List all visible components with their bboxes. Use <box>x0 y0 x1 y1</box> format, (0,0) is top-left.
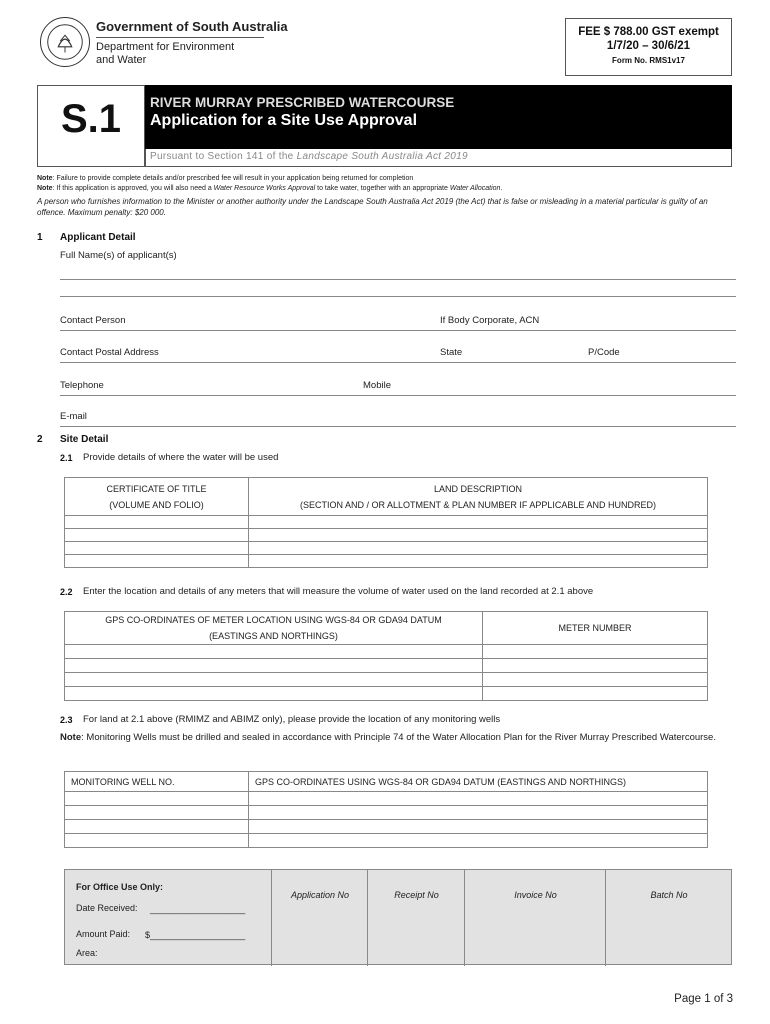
postcode-label: P/Code <box>588 347 620 358</box>
table-cell[interactable] <box>65 659 483 673</box>
certificate-header: CERTIFICATE OF TITLE (VOLUME AND FOLIO) <box>65 478 249 516</box>
table-cell[interactable] <box>249 806 708 820</box>
table-cell[interactable] <box>249 555 708 568</box>
government-title: Government of South Australia <box>96 19 288 34</box>
note-approval: Note: If this application is approved, you will also need a Water Resource Works Approval to take water, together with an appropriate Water Allocation. <box>37 185 503 192</box>
table-cell[interactable] <box>249 516 708 529</box>
table-cell[interactable] <box>65 673 483 687</box>
telephone-field[interactable] <box>60 395 736 396</box>
title-bar <box>145 85 732 149</box>
header-rule <box>96 37 264 38</box>
gps-meter-header: GPS CO-ORDINATES OF METER LOCATION USING WGS-84 OR GDA94 DATUM (EASTINGS AND NORTHINGS) <box>65 612 483 645</box>
penalty-warning: A person who furnishes information to the Minister or another authority under the Landscape South Australia Act 2019 (the Act) that is false or misleading in a material particular is guilty of an offence. Maximum penalty: $20 000. <box>37 197 708 217</box>
table-cell[interactable] <box>249 792 708 806</box>
form-title: Application for a Site Use Approval <box>150 112 418 129</box>
table-cell[interactable] <box>249 542 708 555</box>
amount-paid-label: Amount Paid: <box>76 929 131 939</box>
section2-title: Site Detail <box>60 434 109 445</box>
note-incomplete: Note: Failure to provide complete details and/or prescribed fee will result in your application being returned for completion <box>37 175 414 182</box>
table-cell[interactable] <box>483 645 708 659</box>
subsection-2-1-number: 2.1 <box>60 453 73 463</box>
office-use-box <box>64 869 732 965</box>
mobile-label: Mobile <box>363 380 391 391</box>
gps-well-header: GPS CO-ORDINATES USING WGS-84 OR GDA94 DATUM (EASTINGS AND NORTHINGS) <box>249 772 708 792</box>
fee-period: 1/7/20 – 30/6/21 <box>606 40 691 52</box>
amount-paid-field[interactable]: $___________________ <box>145 930 246 940</box>
pursuant-line: Pursuant to Section 141 of the Landscape South Australia Act 2019 <box>145 149 732 167</box>
table-cell[interactable] <box>65 834 249 848</box>
full-name-label: Full Name(s) of applicant(s) <box>60 250 177 261</box>
telephone-label: Telephone <box>60 380 104 391</box>
date-received-field[interactable]: ___________________ <box>150 904 246 914</box>
table-cell[interactable] <box>65 645 483 659</box>
government-seal-icon <box>40 17 90 67</box>
table-cell[interactable] <box>65 555 249 568</box>
table-cell[interactable] <box>65 792 249 806</box>
table-cell[interactable] <box>249 820 708 834</box>
title-land-table <box>64 477 708 568</box>
contact-person-field[interactable] <box>60 330 736 331</box>
full-name-field-line2[interactable] <box>60 296 736 297</box>
receipt-no-cell[interactable] <box>367 870 464 966</box>
subsection-2-3-text: For land at 2.1 above (RMIMZ and ABIMZ only), please provide the location of any monitoring wells <box>83 714 501 725</box>
acn-label: If Body Corporate, ACN <box>440 315 540 326</box>
title-line1: RIVER MURRAY PRESCRIBED WATERCOURSE <box>150 95 455 110</box>
monitoring-wells-table <box>64 771 708 848</box>
postal-address-label: Contact Postal Address <box>60 347 159 358</box>
batch-no-cell[interactable] <box>605 870 731 966</box>
subsection-2-1-text: Provide details of where the water will be used <box>83 452 279 463</box>
table-cell[interactable] <box>65 820 249 834</box>
land-description-header: LAND DESCRIPTION (SECTION AND / OR ALLOTMENT & PLAN NUMBER IF APPLICABLE AND HUNDRED) <box>249 478 708 516</box>
full-name-field-line1[interactable] <box>60 279 736 280</box>
application-no-cell[interactable] <box>271 870 367 966</box>
table-cell[interactable] <box>65 529 249 542</box>
invoice-no-cell[interactable] <box>464 870 605 966</box>
table-cell[interactable] <box>65 516 249 529</box>
application-no-header: Application No <box>290 890 350 900</box>
invoice-no-header: Invoice No <box>514 890 557 900</box>
department-name: Department for Environment and Water <box>96 41 235 66</box>
subsection-2-2-text: Enter the location and details of any meters that will measure the volume of water used on the land recorded at 2.1 above <box>83 586 594 597</box>
table-cell[interactable] <box>65 542 249 555</box>
state-label: State <box>440 347 463 358</box>
page-number: Page 1 of 3 <box>674 993 733 1005</box>
receipt-no-header: Receipt No <box>394 890 439 900</box>
subsection-2-3-number: 2.3 <box>60 715 73 725</box>
section1-title: Applicant Detail <box>60 232 136 243</box>
table-cell[interactable] <box>483 659 708 673</box>
office-use-title: For Office Use Only: <box>76 882 164 892</box>
email-label: E-mail <box>60 411 87 422</box>
section2-number: 2 <box>37 434 43 445</box>
fee-box <box>565 18 732 76</box>
batch-no-header: Batch No <box>650 890 688 900</box>
table-cell[interactable] <box>483 673 708 687</box>
table-cell[interactable] <box>65 687 483 701</box>
table-cell[interactable] <box>65 806 249 820</box>
monitoring-wells-note: Note: Monitoring Wells must be drilled and sealed in accordance with Principle 74 of the Water Allocation Plan for the River Murray Prescribed Watercourse. <box>60 732 716 743</box>
table-cell[interactable] <box>249 834 708 848</box>
meter-number-header: METER NUMBER <box>483 612 708 645</box>
date-received-label: Date Received: <box>76 903 138 913</box>
table-cell[interactable] <box>483 687 708 701</box>
table-cell[interactable] <box>249 529 708 542</box>
form-code: S.1 <box>60 97 122 141</box>
section1-number: 1 <box>37 232 43 243</box>
postal-address-field[interactable] <box>60 362 736 363</box>
subsection-2-2-number: 2.2 <box>60 587 73 597</box>
contact-person-label: Contact Person <box>60 315 126 326</box>
email-field[interactable] <box>60 426 736 427</box>
fee-amount: FEE $ 788.00 GST exempt <box>578 26 719 38</box>
monitoring-well-header: MONITORING WELL NO. <box>65 772 249 792</box>
meter-table <box>64 611 708 701</box>
area-label: Area: <box>76 948 98 958</box>
form-number: Form No. RMS1v17 <box>612 56 685 65</box>
